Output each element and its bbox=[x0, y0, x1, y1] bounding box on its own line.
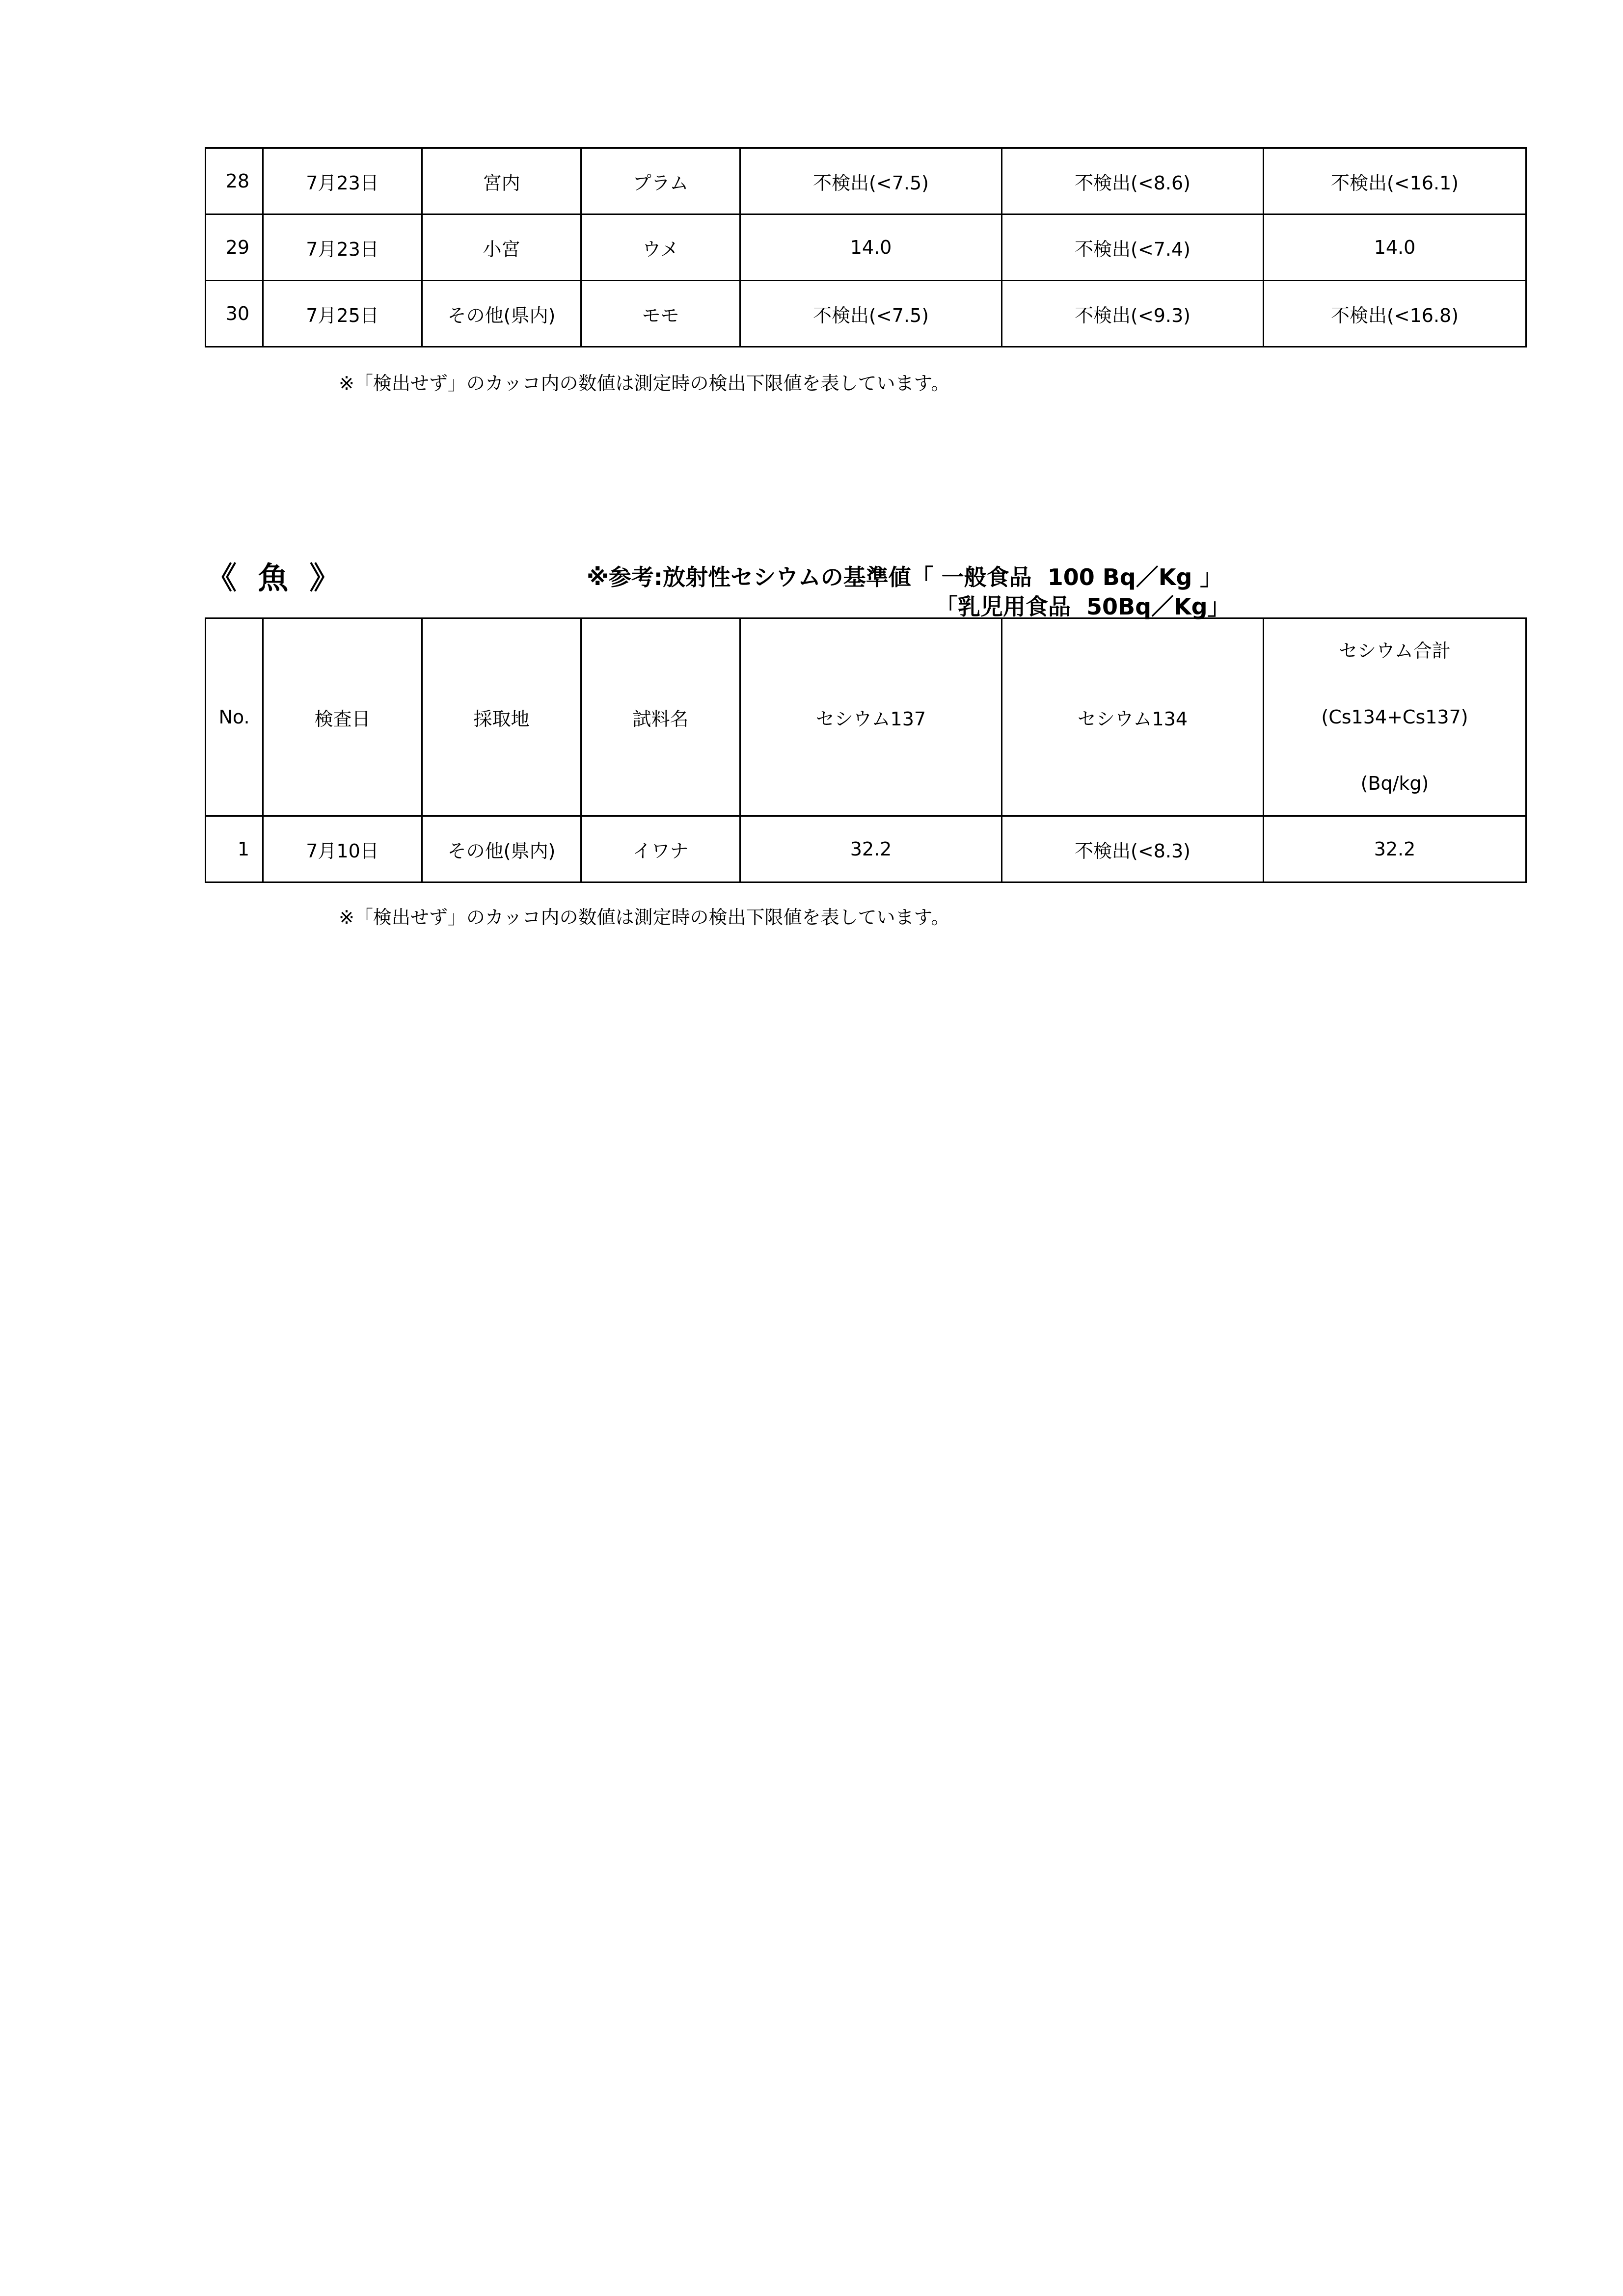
header-date: 検査日 bbox=[263, 618, 422, 816]
reference-standard-general: ※参考:放射性セシウムの基準値「 一般食品 100 Bq／Kg 」 bbox=[587, 564, 1223, 590]
fruit-results-table bbox=[205, 147, 1527, 347]
cesium-total-value: 不検出(<16.1) bbox=[1264, 148, 1526, 214]
cesium-total-value: 不検出(<16.8) bbox=[1264, 281, 1526, 347]
section-title-fish: 《 魚 》 bbox=[206, 560, 340, 596]
row-number: 29 bbox=[206, 214, 263, 281]
inspection-date: 7月23日 bbox=[263, 214, 422, 281]
header-no: No. bbox=[206, 618, 263, 816]
sample-name: ウメ bbox=[581, 214, 740, 281]
row-number: 28 bbox=[206, 148, 263, 214]
header-place: 採取地 bbox=[422, 618, 581, 816]
sample-name: イワナ bbox=[581, 816, 740, 882]
cesium-134-value: 不検出(<7.4) bbox=[1002, 214, 1264, 281]
cesium-134-value: 不検出(<8.6) bbox=[1002, 148, 1264, 214]
cesium-137-value: 不検出(<7.5) bbox=[740, 281, 1002, 347]
detection-limit-note: ※「検出せず」のカッコ内の数値は測定時の検出下限値を表しています。 bbox=[339, 907, 950, 928]
header-total-formula: (Cs134+Cs137) bbox=[1321, 706, 1468, 728]
header-total-label: セシウム合計 bbox=[1339, 640, 1451, 662]
table-row bbox=[206, 148, 1526, 214]
cesium-total-value: 32.2 bbox=[1264, 816, 1526, 882]
header-total-unit: (Bq/kg) bbox=[1360, 773, 1429, 794]
table-header-row bbox=[206, 618, 1526, 816]
inspection-date: 7月10日 bbox=[263, 816, 422, 882]
sampling-place: 宮内 bbox=[422, 148, 581, 214]
cesium-137-value: 不検出(<7.5) bbox=[740, 148, 1002, 214]
table-row bbox=[206, 816, 1526, 882]
fish-results-table bbox=[205, 617, 1527, 883]
cesium-134-value: 不検出(<8.3) bbox=[1002, 816, 1264, 882]
inspection-date: 7月23日 bbox=[263, 148, 422, 214]
sampling-place: その他(県内) bbox=[422, 816, 581, 882]
cesium-134-value: 不検出(<9.3) bbox=[1002, 281, 1264, 347]
table-row bbox=[206, 214, 1526, 281]
row-number: 1 bbox=[206, 816, 263, 882]
sampling-place: 小宮 bbox=[422, 214, 581, 281]
cesium-total-value: 14.0 bbox=[1264, 214, 1526, 281]
detection-limit-note: ※「検出せず」のカッコ内の数値は測定時の検出下限値を表しています。 bbox=[339, 373, 950, 394]
inspection-date: 7月25日 bbox=[263, 281, 422, 347]
sample-name: プラム bbox=[581, 148, 740, 214]
cesium-137-value: 32.2 bbox=[740, 816, 1002, 882]
header-cesium-total bbox=[1264, 618, 1526, 816]
header-cesium-134: セシウム134 bbox=[1002, 618, 1264, 816]
sampling-place: その他(県内) bbox=[422, 281, 581, 347]
table-row bbox=[206, 281, 1526, 347]
header-sample: 試料名 bbox=[581, 618, 740, 816]
reference-standard-infant: 「乳児用食品 50Bq／Kg」 bbox=[935, 593, 1230, 620]
row-number: 30 bbox=[206, 281, 263, 347]
sample-name: モモ bbox=[581, 281, 740, 347]
header-cesium-137: セシウム137 bbox=[740, 618, 1002, 816]
cesium-137-value: 14.0 bbox=[740, 214, 1002, 281]
